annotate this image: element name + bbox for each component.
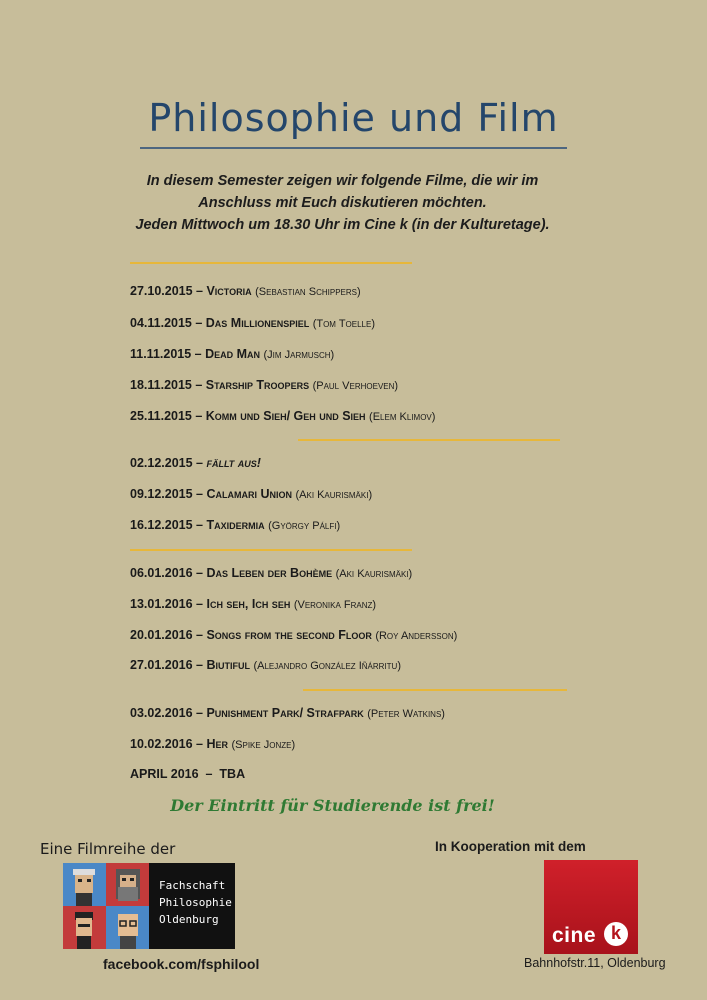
film-entry: 02.12.2015 – fällt aus! xyxy=(130,456,261,470)
film-date: 20.01.2016 xyxy=(130,628,193,642)
divider xyxy=(303,689,567,691)
film-date: 02.12.2015 xyxy=(130,456,193,470)
cine-k-logo xyxy=(544,860,638,954)
logo-line: Philosophie xyxy=(159,896,232,909)
film-date: 04.11.2015 xyxy=(130,316,192,330)
film-entry: APRIL 2016 – TBA xyxy=(130,767,246,781)
philosopher-portrait-icon xyxy=(106,863,149,906)
logo-line: Oldenburg xyxy=(159,913,219,926)
film-title: Das Leben der Bohème xyxy=(206,566,333,580)
film-entry: 16.12.2015 – Taxidermia (György Pálfi) xyxy=(130,518,341,532)
film-entry: 25.11.2015 – Komm und Sieh/ Geh und Sieh (Elem Klimov) xyxy=(130,409,436,423)
film-title: Biutiful xyxy=(206,658,250,672)
divider xyxy=(298,439,560,441)
film-title: Dead Man xyxy=(205,347,261,361)
film-entry: 20.01.2016 – Songs from the second Floor (Roy Andersson) xyxy=(130,628,458,642)
cooperation-label: In Kooperation mit dem xyxy=(435,839,586,854)
title-underline xyxy=(140,147,567,149)
intro-line: Anschluss mit Euch diskutieren möchten. xyxy=(198,195,487,211)
film-entry: 03.02.2016 – Punishment Park/ Strafpark (Peter Watkins) xyxy=(130,706,445,720)
film-entry: 10.02.2016 – Her (Spike Jonze) xyxy=(130,737,296,751)
film-title: Das Millionenspiel xyxy=(205,316,310,330)
cine-logo-k: k xyxy=(604,922,628,946)
page-title: Philosophie und Film xyxy=(148,96,559,140)
free-entry-notice: Der Eintritt für Studierende ist frei! xyxy=(170,796,495,815)
cine-logo-word: cine xyxy=(552,924,597,947)
cinema-address: Bahnhofstr.11, Oldenburg xyxy=(524,956,666,970)
fachschaft-logo xyxy=(63,863,235,949)
film-date: 10.02.2016 xyxy=(130,737,193,751)
film-date: 11.11.2015 xyxy=(130,347,192,361)
film-title: Punishment Park/ Strafpark xyxy=(206,706,364,720)
portrait-tile xyxy=(63,863,106,906)
film-director: (Paul Verhoeven) xyxy=(312,380,399,392)
film-date: 16.12.2015 xyxy=(130,518,193,532)
film-entry: 27.01.2016 – Biutiful (Alejandro González Iñárritu) xyxy=(130,658,401,672)
film-date: 27.10.2015 xyxy=(130,284,193,298)
film-director: (Aki Kaurismäki) xyxy=(295,489,373,501)
film-date: 27.01.2016 xyxy=(130,658,193,672)
film-entry: 11.11.2015 – Dead Man (Jim Jarmusch) xyxy=(130,347,335,361)
film-director: (Spike Jonze) xyxy=(231,739,296,751)
film-date: 06.01.2016 xyxy=(130,566,193,580)
film-director: (Alejandro González Iñárritu) xyxy=(253,660,401,672)
divider xyxy=(130,549,412,551)
film-date: 13.01.2016 xyxy=(130,597,193,611)
film-title: Her xyxy=(206,737,228,751)
film-entry: 13.01.2016 – Ich seh, Ich seh (Veronika Franz) xyxy=(130,597,377,611)
film-title: Calamari Union xyxy=(206,487,292,501)
film-director: (Veronika Franz) xyxy=(293,599,377,611)
portrait-tile xyxy=(106,906,149,949)
film-title: Taxidermia xyxy=(206,518,265,532)
film-entry: 09.12.2015 – Calamari Union (Aki Kaurismäki) xyxy=(130,487,373,501)
film-date: 03.02.2016 xyxy=(130,706,193,720)
film-entry: 04.11.2015 – Das Millionenspiel (Tom Toelle) xyxy=(130,316,375,330)
film-title: Starship Troopers xyxy=(205,378,310,392)
intro-text xyxy=(0,170,685,236)
philosopher-portrait-icon xyxy=(106,906,149,949)
film-entry: 27.10.2015 – Victoria (Sebastian Schippers) xyxy=(130,284,361,298)
film-date: APRIL 2016 xyxy=(130,767,199,781)
film-title: Ich seh, Ich seh xyxy=(206,597,291,611)
film-title: Komm und Sieh/ Geh und Sieh xyxy=(205,409,366,423)
portrait-tile xyxy=(63,906,106,949)
film-director: (Elem Klimov) xyxy=(369,411,436,423)
intro-line: In diesem Semester zeigen wir folgende Filme, die wir im xyxy=(146,173,539,189)
series-by-label: Eine Filmreihe der xyxy=(40,840,176,858)
film-title: Victoria xyxy=(206,284,252,298)
philosopher-portrait-icon xyxy=(63,906,106,949)
film-director: (Peter Watkins) xyxy=(367,708,445,720)
logo-line: Fachschaft xyxy=(159,879,226,892)
portrait-tile xyxy=(106,863,149,906)
film-title: Songs from the second Floor xyxy=(206,628,372,642)
fachschaft-logo-text xyxy=(159,877,232,928)
facebook-link[interactable]: facebook.com/fsphilool xyxy=(103,956,260,972)
film-title: fällt aus! xyxy=(206,456,261,470)
film-title: TBA xyxy=(219,767,246,781)
film-date: 25.11.2015 xyxy=(130,409,192,423)
film-director: (György Pálfi) xyxy=(268,520,341,532)
film-date: 09.12.2015 xyxy=(130,487,193,501)
film-director: (Sebastian Schippers) xyxy=(255,286,361,298)
intro-line: Jeden Mittwoch um 18.30 Uhr im Cine k (in der Kulturetage). xyxy=(135,217,550,233)
film-director: (Jim Jarmusch) xyxy=(263,349,335,361)
philosopher-portrait-icon xyxy=(63,863,106,906)
film-director: (Aki Kaurismäki) xyxy=(335,568,413,580)
film-director: (Tom Toelle) xyxy=(312,318,375,330)
film-director: (Roy Andersson) xyxy=(375,630,458,642)
divider xyxy=(130,262,412,264)
film-date: 18.11.2015 xyxy=(130,378,192,392)
film-entry: 18.11.2015 – Starship Troopers (Paul Verhoeven) xyxy=(130,378,399,392)
film-entry: 06.01.2016 – Das Leben der Bohème (Aki Kaurismäki) xyxy=(130,566,413,580)
